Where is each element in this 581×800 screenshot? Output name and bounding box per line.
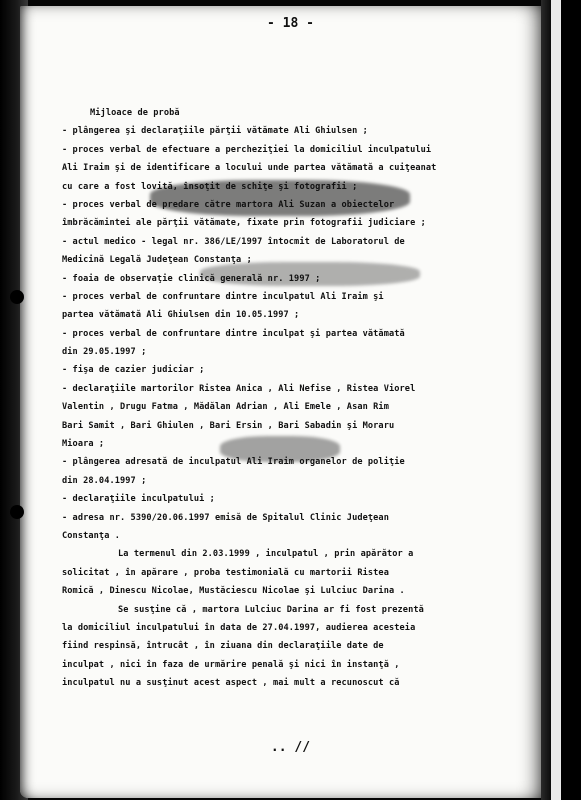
text-line: - plângerea adresată de inculpatul Ali Iraim organelor de poliţie [62, 457, 405, 468]
scan-right-border [541, 0, 581, 800]
text-line: - declaraţiile inculpatului ; [62, 494, 215, 505]
text-line: inculpatul nu a susţinut acest aspect , mai mult a recunoscut că [62, 678, 400, 689]
text-line: - declaraţiile martorilor Ristea Anica , Ali Nefise , Ristea Viorel [62, 383, 416, 394]
text-line: Romică , Dinescu Nicolae, Mustăciescu Nicolae şi Lulciuc Darina . [62, 586, 405, 597]
text-line: inculpat , nici în faza de urmărire penală şi nici în instanţă , [62, 659, 400, 670]
text-line: - plângerea şi declaraţiile părţii vătămate Ali Ghiulsen ; [62, 126, 368, 137]
text-line: Constanţa . [62, 530, 121, 541]
text-line: din 28.04.1997 ; [62, 475, 147, 486]
text-line: Bari Samit , Bari Ghiulen , Bari Ersin , Bari Sabadin şi Moraru [62, 420, 395, 431]
text-line: Se susţine că , martora Lulciuc Darina ar fi fost prezentă [118, 604, 424, 615]
text-line: - foaia de observaţie clinică generală nr. 1997 ; [62, 273, 321, 284]
scan-right-strip [551, 0, 561, 800]
text-line: - proces verbal de confruntare dintre inculpatul Ali Iraim şi [62, 291, 384, 302]
text-line: la domiciliul inculpatului în data de 27.04.1997, audierea acesteia [62, 622, 416, 633]
page-footer-mark: .. // [270, 740, 311, 755]
text-line: îmbrăcămintei ale părţii vătămate, fixate prin fotografii judiciare ; [62, 218, 426, 229]
text-line: Ali Iraim şi de identificare a locului unde partea vătămată a cuiţeanat [62, 163, 437, 174]
text-line: Valentin , Drugu Fatma , Mădălan Adrian , Ali Emele , Asan Rim [62, 402, 389, 413]
text-line: fiind respinsă, întrucât , în ziuana din declaraţiile date de [62, 641, 384, 652]
text-line: - adresa nr. 5390/20.06.1997 emisă de Spitalul Clinic Judeţean [62, 512, 389, 523]
text-line: - actul medico - legal nr. 386/LE/1997 întocmit de Laboratorul de [62, 236, 405, 247]
text-line: Medicină Legală Judeţean Constanţa ; [62, 255, 252, 266]
punch-hole [10, 505, 24, 519]
text-line: din 29.05.1997 ; [62, 347, 147, 358]
text-line: solicitat , în apărare , proba testimonială cu martorii Ristea [62, 567, 389, 578]
section-heading: Mijloace de probă [90, 108, 180, 118]
document-body [62, 104, 532, 693]
text-line: La termenul din 2.03.1999 , inculpatul , prin apărător a [118, 549, 414, 560]
text-line: - proces verbal de efectuare a percheziţiei la domiciliul inculpatului [62, 144, 432, 155]
text-line: - proces verbal de confruntare dintre inculpat şi partea vătămată [62, 328, 405, 339]
text-line: Mioara ; [62, 439, 105, 450]
page-number: - 18 - [267, 16, 314, 31]
text-line: cu care a fost lovită, însoţit de schiţe şi fotografii ; [62, 181, 358, 192]
text-line: - fişa de cazier judiciar ; [62, 365, 205, 376]
punch-hole [10, 290, 24, 304]
text-line: partea vătămată Ali Ghiulsen din 10.05.1997 ; [62, 310, 300, 321]
text-line: - proces verbal de predare către martora Ali Suzan a obiectelor [62, 199, 395, 210]
